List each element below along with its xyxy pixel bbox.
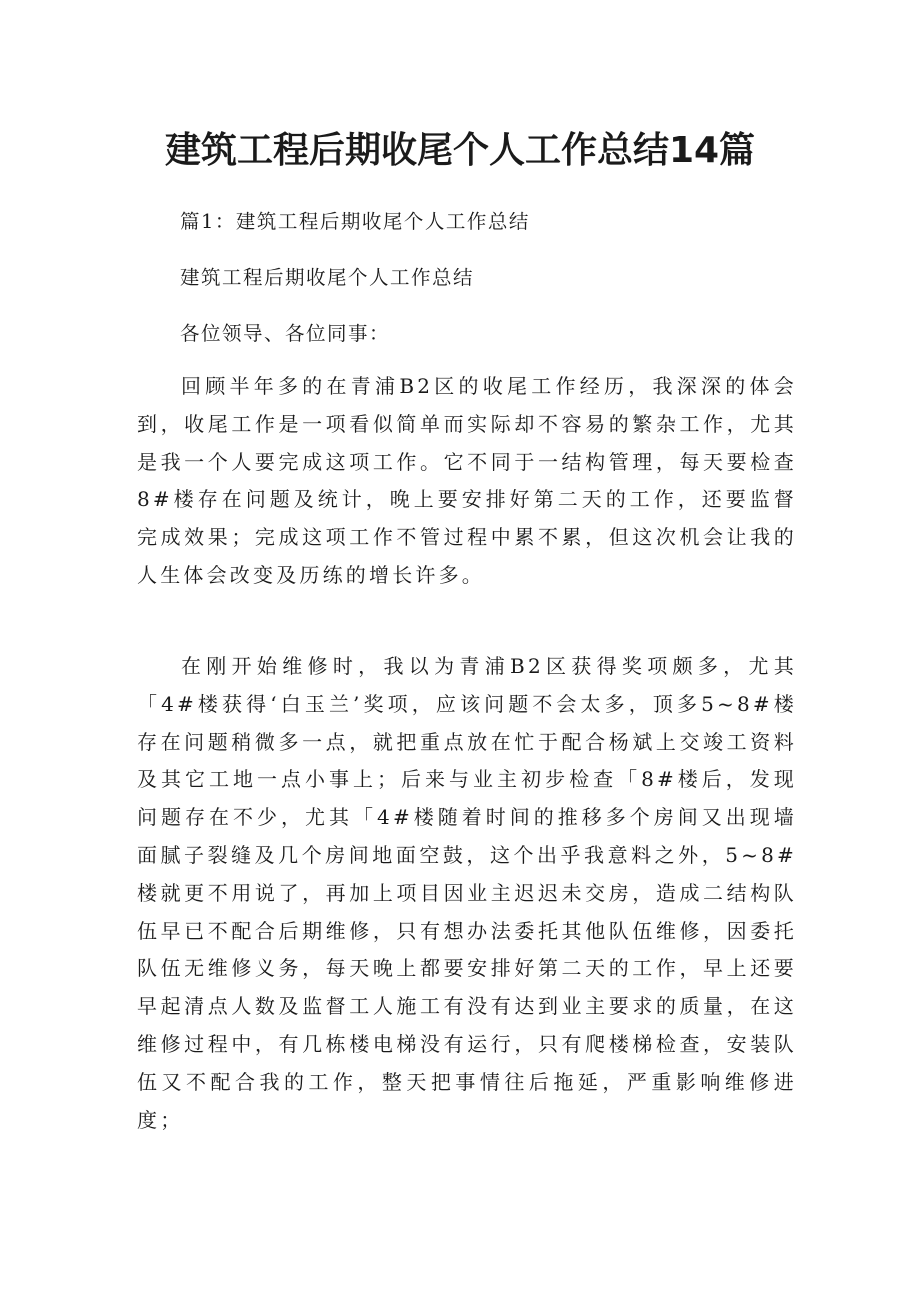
body-paragraph: 回顾半年多的在青浦B2区的收尾工作经历，我深深的体会到，收尾工作是一项看似简单而实际却不容易的繁杂工作，尤其是我一个人要完成这项工作。它不同于一结构管理，每天要检查8#楼存在问题及统计，晚上要安排好第二天的工作，还要监督完成效果；完成这项工作不管过程中累不累，但这次机会让我的人生体会改变及历练的增长许多。 <box>137 374 797 587</box>
document-title: 建筑工程后期收尾个人工作总结14篇 <box>164 130 756 171</box>
section-heading: 篇1：建筑工程后期收尾个人工作总结 <box>180 210 530 233</box>
section-subtitle: 建筑工程后期收尾个人工作总结 <box>180 266 475 289</box>
body-paragraph: 在刚开始维修时，我以为青浦B2区获得奖项颇多，尤其「4#楼获得‘白玉兰’奖项，应该问题不会太多，顶多5~8#楼存在问题稍微多一点，就把重点放在忙于配合杨斌上交竣工资料及其它工地一点小事上；后来与业主初步检查「8#楼后，发现问题存在不少，尤其「4#楼随着时间的推移多个房间又出现墙面腻子裂缝及几个房间地面空鼓，这个出乎我意料之外，5~8#楼就更不用说了，再加上项目因业主迟迟未交房，造成二结构队伍早已不配合后期维修，只有想办法委托其他队伍维修，因委托队伍无维修义务，每天晚上都要安排好第二天的工作，早上还要早起清点人数及监督工人施工有没有达到业主要求的质量，在这维修过程中，有几栋楼电梯没有运行，只有爬楼梯检查，安装队伍又不配合我的工作，整天把事情往后拖延，严重影响维修进度； <box>137 654 797 1132</box>
salutation: 各位领导、各位同事： <box>180 322 391 345</box>
